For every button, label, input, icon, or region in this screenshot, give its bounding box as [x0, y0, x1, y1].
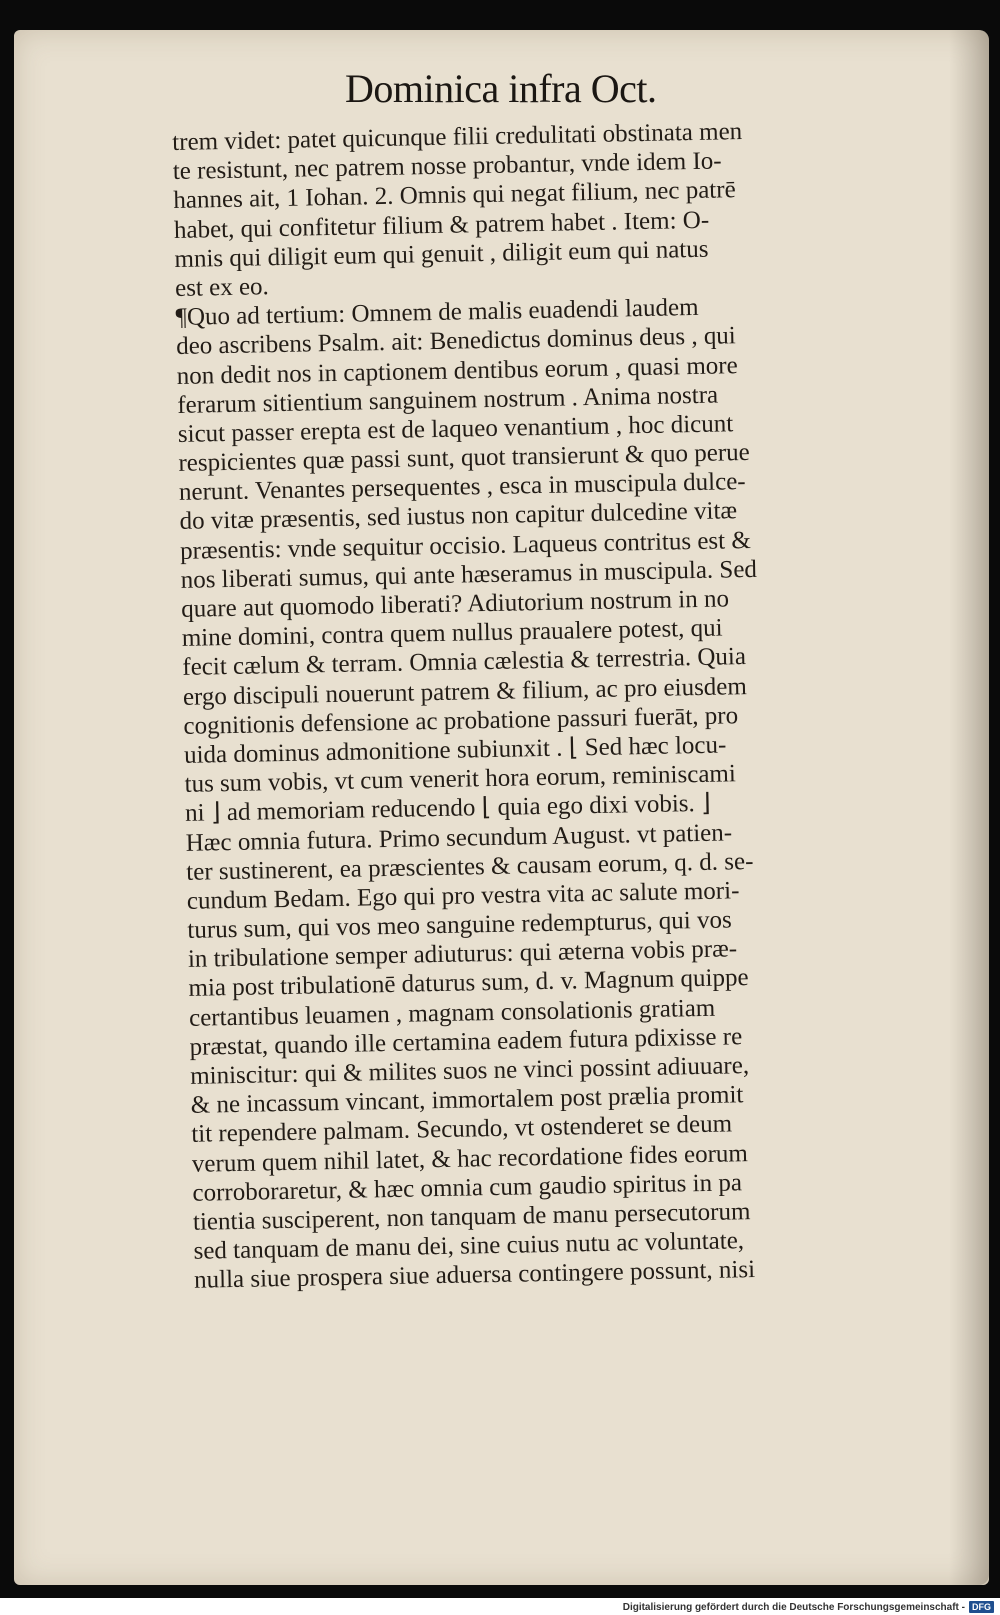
- dfg-logo: DFG: [969, 1601, 994, 1613]
- text-line: est ex eo.: [174, 273, 270, 302]
- text-line: sed tanquam de manu dei, sine cuius nutu ac voluntate,: [193, 1227, 745, 1265]
- text-line: uida dominus admonitione subiunxit . ⌊ Sed hæc locu-: [183, 731, 727, 769]
- text-line: ferarum sitientium sanguinem nostrum . Anima nostra: [177, 381, 719, 419]
- text-line: hannes ait, 1 Iohan. 2. Omnis qui negat filium, nec patrē: [173, 176, 736, 215]
- body-text: [172, 114, 914, 1295]
- text-line: trem videt: patet quicunque filii credulitati obstinata men: [172, 118, 743, 156]
- text-line: tientia susciperent, non tanquam de manu persecutorum: [192, 1198, 751, 1236]
- text-line: & ne incassum vincant, immortalem post prælia promit: [190, 1081, 744, 1120]
- text-line: cognitionis defensione ac probatione passuri fuerāt, pro: [183, 701, 739, 740]
- text-line: Hæc omnia futura. Primo secundum August. vt patien-: [185, 818, 733, 857]
- text-line: fecit cælum & terram. Omnia cælestia & terrestria. Quia: [182, 643, 747, 682]
- text-line: mnis qui diligit eum qui genuit , diligit eum qui natus: [174, 235, 709, 273]
- text-line: respicientes quæ passi sunt, quot transierunt & quo perue: [178, 439, 751, 477]
- text-line: habet, qui confitetur filium & patrem habet . Item: O-: [173, 206, 710, 244]
- text-line: do vitæ præsentis, sed iustus non capitur dulcedine vitæ: [179, 497, 738, 536]
- text-line: turus sum, qui vos meo sanguine redempturus, qui vos: [187, 906, 732, 944]
- digitization-credit: [623, 1600, 994, 1614]
- text-line: miniscitur: qui & milites suos ne vinci possint adiuuare,: [189, 1052, 750, 1090]
- text-line: tus sum vobis, vt cum venerit hora eorum, reminiscami: [184, 760, 737, 799]
- text-line: deo ascribens Psalm. ait: Benedictus dominus deus , qui: [175, 322, 737, 361]
- text-line: tit rependere palmam. Secundo, vt ostenderet se deum: [191, 1110, 733, 1149]
- text-line: cundum Bedam. Ego qui pro vestra vita ac salute mori-: [186, 877, 740, 915]
- text-line: nos liberati sumus, qui ante hæseramus in muscipula. Sed: [180, 555, 758, 594]
- credit-text: Digitalisierung gefördert durch die Deutsche Forschungsgemeinschaft -: [622, 1601, 965, 1613]
- text-line: quare aut quomodo liberati? Adiutorium nostrum in no: [180, 585, 730, 623]
- text-line: in tribulatione semper adiuturus: qui æterna vobis præ-: [187, 935, 738, 974]
- text-line: verum quem nihil latet, & hac recordatione fides eorum: [191, 1139, 749, 1178]
- text-line: ter sustinerent, ea præscientes & causam eorum, q. d. se-: [186, 847, 754, 886]
- text-line: nulla siue prospera siue aduersa contingere possunt, nisi: [193, 1256, 756, 1295]
- text-line: mine domini, contra quem nullus praualere potest, qui: [181, 614, 723, 653]
- text-line: ni ⌋ ad memoriam reducendo ⌊ quia ego dixi vobis. ⌋: [184, 790, 711, 828]
- text-line: ergo discipuli nouerunt patrem & filium, ac pro eiusdem: [182, 672, 748, 711]
- text-line: sicut passer erepta est de laqueo venantium , hoc dicunt: [177, 410, 734, 448]
- text-line: præsentis: vnde sequitur occisio. Laqueus contritus est &: [179, 526, 752, 565]
- text-line: certantibus leuamen , magnam consolationis gratiam: [188, 994, 716, 1032]
- text-line: nerunt. Venantes persequentes , esca in muscipula dulce-: [178, 468, 746, 507]
- text-line: ¶Quo ad tertium: Omnem de malis euadendi laudem: [175, 294, 699, 332]
- text-line: corroboraretur, & hæc omnia cum gaudio spiritus in pa: [192, 1169, 743, 1207]
- text-line: te resistunt, nec patrem nosse probantur, vnde idem Io-: [172, 147, 722, 186]
- page-edge-shadow: [949, 30, 989, 1585]
- text-line: mia post tribulationē daturus sum, d. v. Magnum quippe: [188, 964, 749, 1003]
- text-line: præstat, quando ille certamina eadem futura pdixisse re: [189, 1023, 743, 1061]
- running-head: Dominica infra Oct.: [345, 66, 657, 111]
- text-line: non dedit nos in captionem dentibus eorum , quasi more: [176, 351, 738, 390]
